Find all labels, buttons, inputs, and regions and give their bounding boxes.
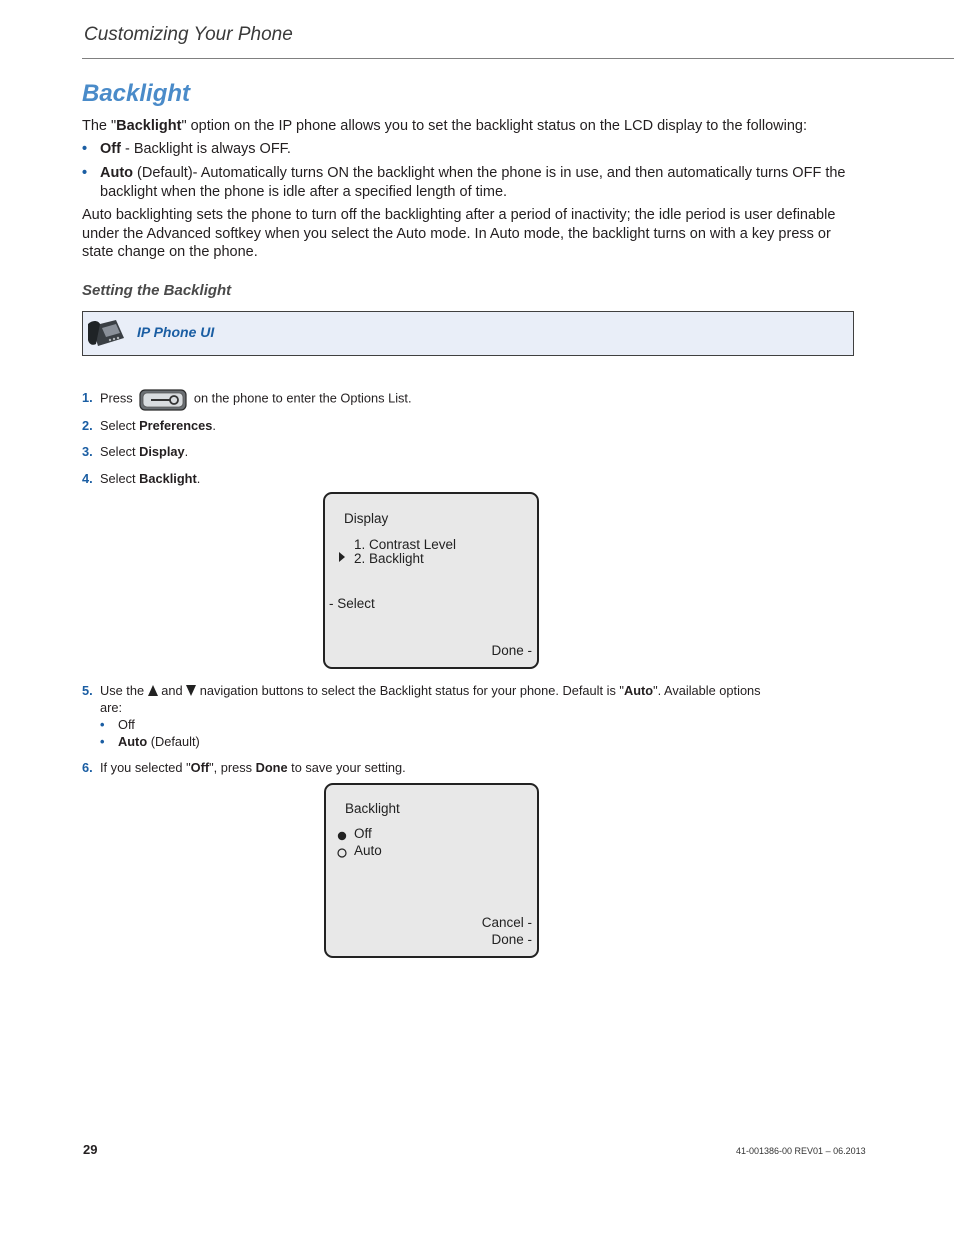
bullet-icon: •	[82, 141, 88, 157]
page-number: 29	[83, 1142, 98, 1157]
step-6: 6. If you selected "Off", press Done to save your setting.	[82, 760, 406, 775]
bullet-icon: •	[100, 717, 105, 732]
step-2: 2. Select Preferences.	[82, 418, 216, 433]
radio-selected-icon	[337, 829, 347, 844]
lcd-cursor-icon	[338, 551, 346, 566]
list-item: • Auto (Default)- Automatically turns ON the backlight when the phone is in use, and then automatically turns OFF the backlight when the phone is idle after a specified length of time.	[82, 165, 846, 200]
lcd-option-off: Off	[354, 826, 372, 841]
options-key-icon	[139, 389, 187, 409]
list-item: • Off - Backlight is always OFF.	[82, 141, 291, 157]
procedure-heading: Setting the Backlight	[82, 282, 232, 299]
step-4: 4. Select Backlight.	[82, 471, 201, 486]
step-1: 1. Press on the phone to enter the Options List.	[82, 389, 412, 409]
lcd-screen-display-menu	[323, 492, 539, 669]
radio-unselected-icon	[337, 846, 347, 861]
step-5: 5. Use the and navigation buttons to select the Backlight status for your phone. Default is "Auto". Available options are:	[82, 683, 761, 715]
auto-backlight-paragraph: Auto backlighting sets the phone to turn off the backlighting after a period of inactivity; the idle period is user definable under the Advanced softkey when you select the Auto mode. In Auto mode, the backlight turns on with a key press or state change on the phone.	[82, 207, 836, 260]
header-section-title: Customizing Your Phone	[84, 24, 293, 45]
lcd-softkey-done: Done -	[491, 932, 532, 947]
page-title: Backlight	[82, 80, 191, 107]
list-item: • Off	[100, 717, 135, 732]
bullet-icon: •	[100, 734, 105, 749]
ip-phone-icon	[86, 318, 126, 348]
step-3: 3. Select Display.	[82, 444, 189, 459]
lcd-title: Backlight	[345, 801, 400, 816]
lcd-screen-backlight-menu	[324, 783, 539, 958]
document-id: 41-001386-00 REV01 – 06.2013	[736, 1146, 866, 1156]
lcd-softkey-done: Done -	[491, 643, 532, 658]
header-divider	[82, 58, 954, 59]
lcd-option-auto: Auto	[354, 843, 382, 858]
ip-phone-ui-label: IP Phone UI	[137, 324, 215, 340]
intro-paragraph: The "Backlight" option on the IP phone allows you to set the backlight status on the LCD display to the following:	[82, 118, 807, 134]
down-arrow-icon	[186, 683, 196, 694]
lcd-menu-item: 1. Contrast Level	[354, 537, 457, 552]
lcd-softkey-select: - Select	[329, 596, 375, 611]
lcd-softkey-cancel: Cancel -	[481, 915, 532, 930]
bullet-icon: •	[82, 165, 88, 181]
lcd-title: Display	[344, 511, 389, 526]
up-arrow-icon	[148, 683, 158, 694]
list-item: • Auto (Default)	[100, 734, 200, 749]
lcd-menu-item: 2. Backlight	[354, 551, 424, 566]
